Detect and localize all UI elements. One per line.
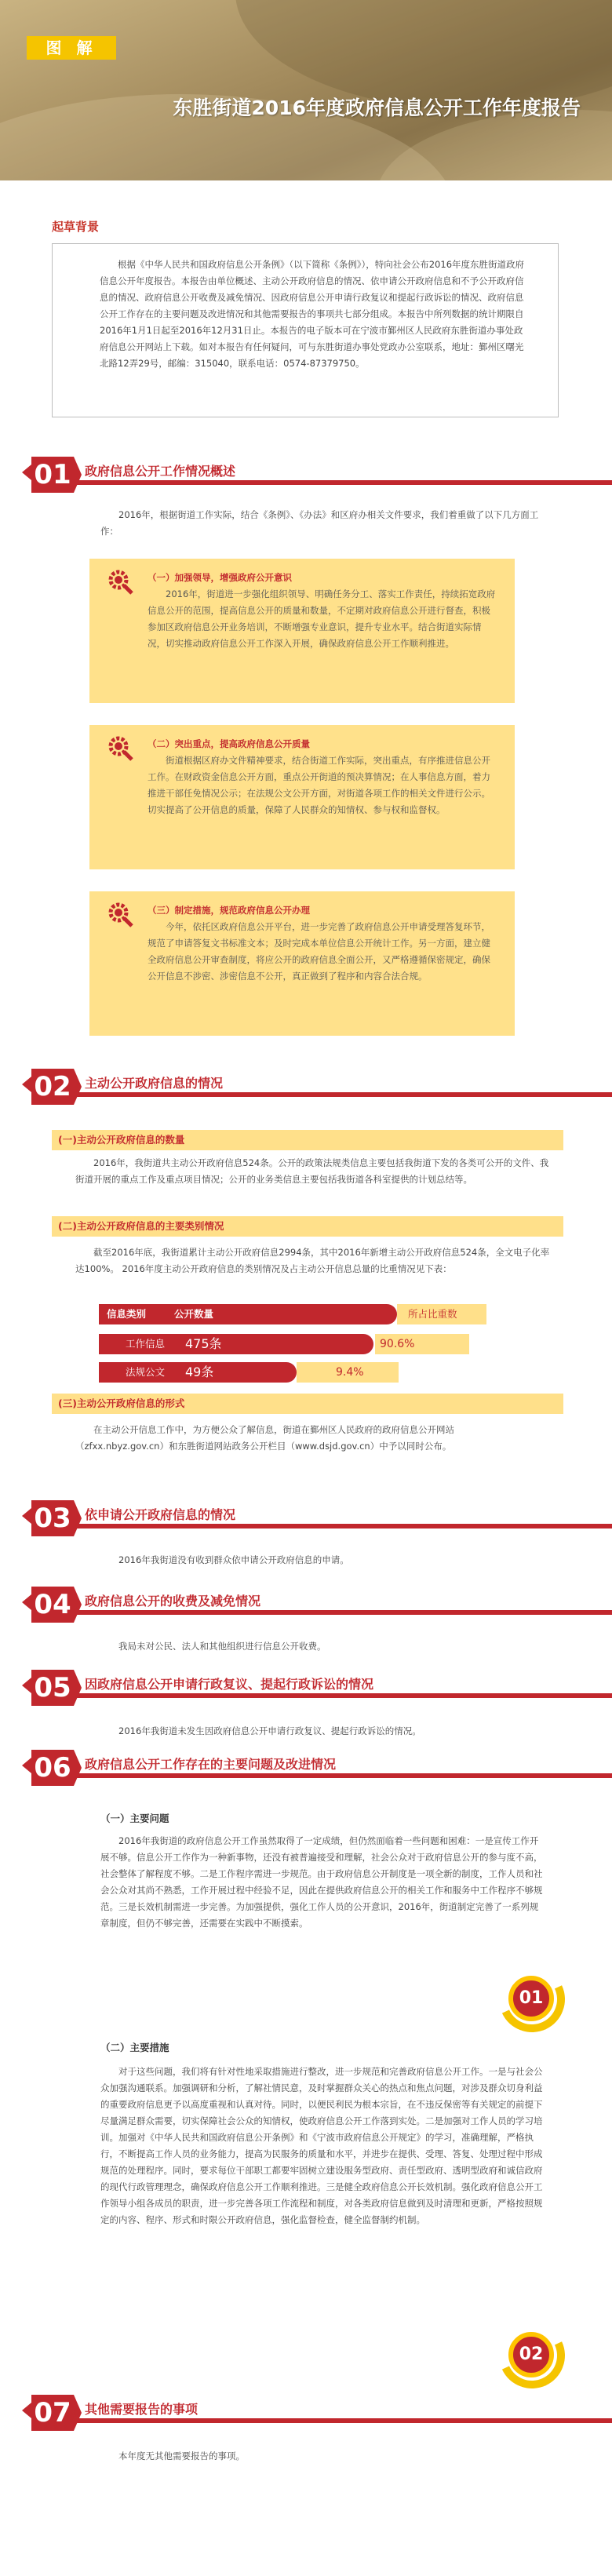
intro-text: 根据《中华人民共和国政府信息公开条例》（以下简称《条例》），特向社会公布2016年度东胜街道政府信息公开年度报告。本报告由单位概述、主动公开政府信息的情况、依申请公开政府信息和不予公开政府信息的情况、政府信息公开收费及减免情况、因政府信息公开申请行政复议和提起行政诉讼的情况、政府信息公开工作存在的主要问题及改进情况和其他需要报告的事项共七部分组成。本报告中所列数据的统计期限自2016年1月1日起至2016年12月31日止。本报告的电子版本可在宁波市鄞州区人民政府东胜街道办事处政府信息公开网站上下载。如对本报告有任何疑问，可与东胜街道办事处党政办公室联系，地址：鄞州区曙光北路12弄29号，邮编：315040，联系电话：0574-87379750。 <box>100 259 525 369</box>
s2-text-3: 在主动公开信息工作中，为方便公众了解信息，街道在鄞州区人民政府的政府信息公开网站（zfxx.nbyz.gov.cn）和东胜街道网站政务公开栏目（www.dsjd.gov.cn）中予以同时公布。 <box>75 1424 454 1452</box>
s3-text: 2016年我街道没有收到群众依申请公开政府信息的申请。 <box>118 1554 349 1565</box>
chart-count-work: 475条 <box>185 1336 222 1351</box>
section-number: 02 <box>31 1069 74 1105</box>
section-number: 04 <box>31 1587 74 1623</box>
s1-item-heading: （二）突出重点，提高政府信息公开质量 <box>148 738 310 749</box>
section-number: 06 <box>31 1750 74 1786</box>
section-title: 依申请公开政府信息的情况 <box>85 1505 243 1523</box>
gear-search-icon <box>107 901 135 929</box>
section-07-header <box>0 2395 612 2431</box>
badge-01: 01 <box>508 1976 554 2021</box>
s1-item-2 <box>89 725 515 869</box>
section-05-header <box>0 1670 612 1706</box>
section-number: 07 <box>31 2395 74 2431</box>
section-title: 政府信息公开的收费及减免情况 <box>85 1591 268 1609</box>
gear-search-icon <box>107 734 135 763</box>
s1-item-text: 街道根据区府办文件精神要求，结合街道工作实际，突出重点，有序推进信息公开工作。在财政资金信息公开方面，重点公开街道的预决算情况；在人事信息方面，着力推进干部任免情况公示；在法规公文公开方面，对街道各项工作的相关文件进行公示。切实提高了公开信息的质量，保障了人民群众的知情权、参与权和监督权。 <box>148 755 490 815</box>
section-06-header <box>0 1750 612 1786</box>
s1-item-1 <box>89 559 515 703</box>
chart-share-work: 90.6% <box>380 1338 415 1350</box>
section-04-header <box>0 1587 612 1623</box>
s6-heading-1: （一）主要问题 <box>100 1813 169 1824</box>
s2-bar-2: (二)主动公开政府信息的主要类别情况 <box>52 1216 563 1237</box>
s4-text: 我局未对公民、法人和其他组织进行信息公开收费。 <box>118 1641 326 1652</box>
s7-text: 本年度无其他需要报告的事项。 <box>118 2450 245 2461</box>
section-number: 01 <box>31 457 74 493</box>
s2-text-2: 截至2016年底，我街道累计主动公开政府信息2994条，其中2016年新增主动公开政府信息524条，全文电子化率达100%。 2016年度主动公开政府信息的类别情况及占主动公开信息总量的比重情况见下表： <box>75 1247 550 1274</box>
section-02-header <box>0 1069 612 1105</box>
chart-header-category: 信息类别 <box>107 1308 147 1320</box>
gear-search-icon <box>107 568 135 596</box>
section-number: 05 <box>31 1670 74 1706</box>
header-banner <box>0 0 612 180</box>
chart-header-share: 所占比重数 <box>408 1308 457 1320</box>
s2-text-1: 2016年，我街道共主动公开政府信息524条。公开的政策法规类信息主要包括我街道下发的各类可公开的文件、我街道开展的重点工作及重点项目情况；公开的业务类信息主要包括我街道各科室提供的计划总结等。 <box>75 1157 549 1185</box>
chart-header-count: 公开数量 <box>174 1308 214 1320</box>
intro-box <box>52 243 559 417</box>
page-title: 东胜街道2016年度政府信息公开工作年度报告 <box>173 97 581 119</box>
s2-bar-3: (三)主动公开政府信息的形式 <box>52 1394 563 1414</box>
s6-heading-2: （二）主要措施 <box>100 2042 169 2053</box>
s1-item-text: 2016年，街道进一步强化组织领导、明确任务分工、落实工作责任，持续拓宽政府信息公开的范围，提高信息公开的质量和数量，不定期对政府信息公开进行督查，积极参加区政府信息公开业务培训，不断增强专业意识，提升专业水平。结合街道实际情况，切实推动政府信息公开工作深入开展，确保政府信息公开工作顺利推进。 <box>148 588 496 649</box>
header-tag: 图 解 <box>27 36 116 60</box>
intro-label: 起草背景 <box>52 220 100 234</box>
section-title: 其他需要报告的事项 <box>85 2399 206 2418</box>
chart-share-regulation: 9.4% <box>336 1366 364 1379</box>
section-01-header <box>0 457 612 493</box>
section-number: 03 <box>31 1500 74 1536</box>
section-title: 政府信息公开工作存在的主要问题及改进情况 <box>85 1754 344 1773</box>
s1-item-text: 今年，依托区政府信息公开平台，进一步完善了政府信息公开申请受理答复环节，规范了申请答复文书标准文本；及时完成本单位信息公开统计工作。另一方面，建立健全政府信息公开审查制度，将应公开的政府信息全面公开，又严格遵循保密规定，确保公开信息不涉密、涉密信息不公开，真正做到了程序和内容合法合规。 <box>148 921 490 982</box>
badge-02: 02 <box>508 2332 554 2377</box>
s2-bar-1: (一)主动公开政府信息的数量 <box>52 1130 563 1150</box>
s1-item-heading: （一）加强领导，增强政府公开意识 <box>148 572 292 583</box>
s6-text-2: 对于这些问题，我们将有针对性地采取措施进行整改，进一步规范和完善政府信息公开工作。一是与社会公众加强沟通联系。加强调研和分析，了解社情民意，及时掌握群众关心的热点和焦点问题，对涉及群众切身利益的重要政府信息更予以高度重视和认真对待。同时，以便民利民为根本宗旨，在不违反保密等有关规定的前提下尽量满足群众需要，切实保障社会公众的知情权，使政府信息公开工作落到实处。二是加强对工作人员的学习培训。加强对《中华人民共和国政府信息公开条例》和《宁波市政府信息公开规定》的学习，准确理解，严格执行，不断提高工作人员的业务能力，提高为民服务的质量和水平，并进步在提供、受理、答复、处理过程中形成规范的处理程序。同时，要求每位干部职工都要牢固树立建设服务型政府、责任型政府、透明型政府和诚信政府的现代行政管理理念，确保政府信息公开工作顺利推进。三是健全政府信息公开长效机制。强化政府信息公开工作领导小组各成员的职责，进一步完善各项工作流程和制度，对各类政府信息做到及时清理和更新，严格按照规定的内容、程序、形式和时限公开政府信息，强化监督检查，健全监督制约机制。 <box>100 2066 543 2225</box>
section-title: 政府信息公开工作情况概述 <box>85 461 243 479</box>
s5-text: 2016年我街道未发生因政府信息公开申请行政复议、提起行政诉讼的情况。 <box>118 1725 421 1736</box>
s1-lead: 2016年，根据街道工作实际，结合《条例》、《办法》和区府办相关文件要求，我们着重做了以下几方面工作： <box>100 509 539 537</box>
chart-category-work: 工作信息 <box>126 1338 166 1350</box>
section-title: 因政府信息公开申请行政复议、提起行政诉讼的情况 <box>85 1674 381 1692</box>
chart-count-regulation: 49条 <box>185 1365 214 1379</box>
s1-item-3 <box>89 891 515 1036</box>
section-title: 主动公开政府信息的情况 <box>85 1073 231 1091</box>
s1-item-heading: （三）制定措施，规范政府信息公开办理 <box>148 905 310 916</box>
chart-category-regulation: 法规公文 <box>126 1366 166 1378</box>
s6-text-1: 2016年我街道的政府信息公开工作虽然取得了一定成绩，但仍然面临着一些问题和困难：一是宣传工作开展不够。信息公开工作作为一种新事物，还没有被普遍接受和理解，社会公众对于政府信息公开的参与度不高，社会整体了解程度不够。二是工作程序需进一步规范。由于政府信息公开制度是一项全新的制度，工作人员和社会公众对其尚不熟悉，工作开展过程中经验不足，因此在提供政府信息公开的相关工作和服务中工作程序不够规范。三是长效机制需进一步完善。为加强提供，强化工作人员的公开意识，2016年，街道制定完善了一系列规章制度，但仍不够完善，还需要在实践中不断摸索。 <box>100 1835 543 1929</box>
section-03-header <box>0 1500 612 1536</box>
